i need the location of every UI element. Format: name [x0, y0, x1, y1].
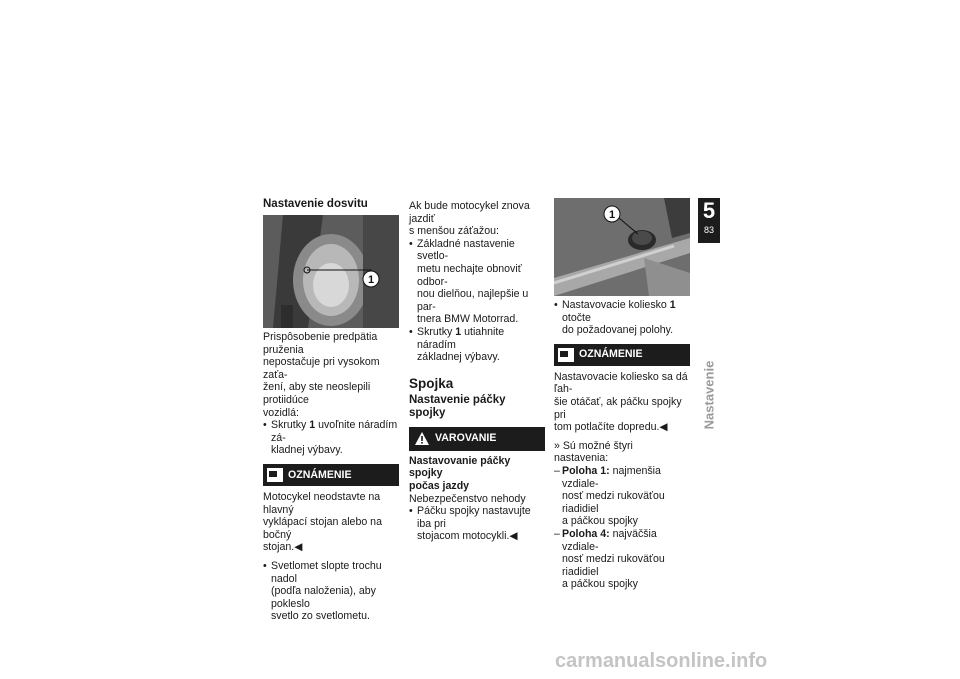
figure-callout-1: 1	[608, 209, 616, 221]
warning-triangle-icon	[415, 432, 429, 445]
list-item: – Poloha 1: najmenšia vzdiale- nosť medzi rukoväťou riadidiel a páčkou spojky	[554, 465, 690, 528]
bullet-list	[263, 560, 399, 623]
notice-icon	[267, 468, 283, 482]
list-item: • Základné nastavenie svetlo- metu nechajte obnoviť odbor- nou dielňou, najlepšie u par- tnera BMW Motorrad.	[409, 238, 545, 326]
bullet-list	[409, 238, 545, 364]
notice-icon	[558, 348, 574, 362]
warning-text: Nebezpečenstvo nehody	[409, 492, 526, 505]
list-item: • Svetlomet slopte trochu nadol (podľa naloženia), aby pokleslo svetlo zo svetlometu.	[263, 560, 399, 623]
paragraph: Prispôsobenie predpätia pruženia nepostačuje pri vysokom zaťa- žení, aby ste neoslepili protiidúce vozidlá:	[263, 331, 380, 419]
bullet-list	[263, 419, 399, 457]
figure-callout-1: 1	[367, 274, 375, 286]
chapter-number: 5	[702, 198, 716, 223]
warning-banner	[409, 427, 545, 451]
notice-text: Motocykel neodstavte na hlavný vyklápací stojan alebo na bočný stojan.◀	[263, 490, 382, 554]
page-number: 83	[703, 225, 714, 235]
list-item: – Poloha 4: najväčšia vzdiale- nosť medzi rukoväťou riadidiel a páčkou spojky	[554, 528, 690, 591]
notice-label: OZNÁMENIE	[288, 468, 352, 481]
notice-banner	[263, 464, 399, 486]
list-item: • Skrutky 1 utiahnite náradím základnej výbavy.	[409, 326, 545, 364]
column-3	[554, 198, 690, 591]
clutch-lever-photo	[554, 198, 690, 296]
bullet-list	[554, 299, 690, 337]
bullet-list	[409, 505, 545, 543]
notice-banner	[554, 344, 690, 366]
side-label: Nastavenie	[701, 360, 717, 430]
result-line: » Sú možné štyri nastavenia:	[554, 439, 633, 465]
list-item: • Nastavovacie koliesko 1 otočte do požadovanej polohy.	[554, 299, 690, 337]
column-2	[409, 200, 545, 543]
notice-label: OZNÁMENIE	[579, 348, 643, 361]
column-1	[263, 198, 399, 623]
warning-title: Nastavovanie páčky spojky počas jazdy	[409, 454, 511, 492]
chapter-heading: Spojka	[409, 375, 454, 391]
chapter-tab	[698, 198, 720, 243]
settings-list	[554, 465, 690, 591]
list-item: • Skrutky 1 uvoľnite náradím zá- kladnej výbavy.	[263, 419, 399, 457]
notice-text: Nastavovacie koliesko sa dá ľah- šie otáčať, ak páčku spojky pri tom potlačíte dopredu.◀	[554, 370, 688, 434]
watermark: carmanualsonline.info	[555, 650, 768, 672]
headlight-photo	[263, 215, 399, 328]
list-item: • Páčku spojky nastavujte iba pri stojacom motocykli.◀	[409, 505, 545, 543]
section-heading-clutch: Nastavenie páčky spojky	[409, 393, 506, 419]
headlight-illustration	[263, 215, 399, 328]
warning-label: VAROVANIE	[435, 432, 497, 445]
section-heading-headlight: Nastavenie dosvitu	[263, 198, 368, 210]
clutch-lever-illustration	[554, 198, 690, 296]
paragraph: Ak bude motocykel znova jazdiť s menšou záťažou:	[409, 200, 530, 238]
